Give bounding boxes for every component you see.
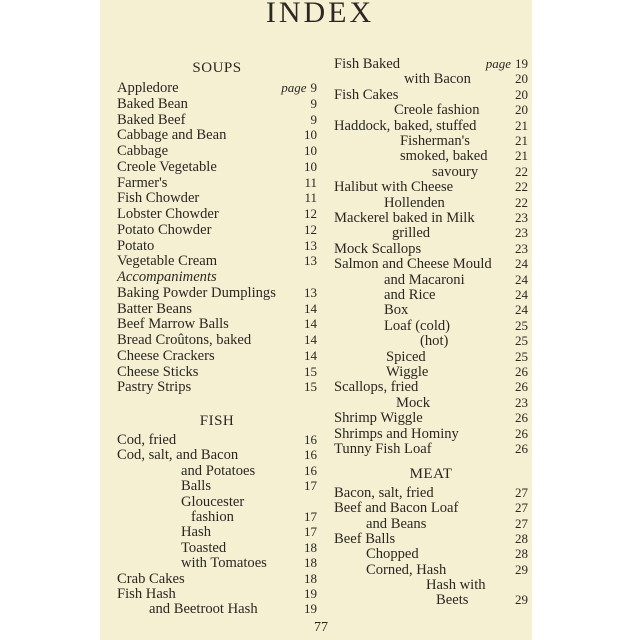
entry-page-ref (304, 540, 317, 556)
entry-page-ref (304, 379, 317, 395)
page-number-value: 22 (515, 179, 528, 195)
page-number-value: 10 (304, 158, 317, 174)
index-entry (334, 395, 528, 411)
entry-page-ref (304, 253, 317, 269)
page-number-value: 16 (304, 447, 317, 463)
entry-page-ref (515, 531, 528, 547)
page-number-value: 22 (515, 194, 528, 210)
page-number-value: 21 (515, 117, 528, 133)
entry-page-ref (515, 562, 528, 578)
entry-page-ref (304, 432, 317, 448)
index-entry (334, 102, 528, 118)
entry-page-ref (515, 516, 528, 532)
index-entry (117, 332, 317, 348)
entry-title: Bread Croûtons, baked (117, 332, 252, 348)
entry-page-ref (515, 379, 528, 395)
entry-title: Appledore (117, 80, 179, 96)
page-number-value: 10 (304, 143, 317, 158)
index-entry (334, 379, 528, 395)
entry-title: Creole Vegetable (117, 158, 217, 175)
page-number-value: 25 (515, 333, 528, 349)
entry-page-ref (515, 87, 528, 103)
entry-page-ref (304, 238, 317, 254)
entry-title: Hash (181, 524, 211, 541)
index-entry (334, 318, 528, 334)
page-number-value: 23 (515, 225, 528, 241)
entry-title: and Potatoes (181, 462, 256, 479)
entry-title: Creole fashion (394, 102, 480, 119)
page-number-value: 11 (304, 174, 317, 190)
index-entry (334, 118, 528, 134)
entry-page-ref (304, 364, 317, 380)
index-entry (334, 133, 528, 149)
page-number-value: 24 (515, 271, 528, 287)
entry-page-ref (304, 316, 317, 332)
page-number-value: 14 (304, 347, 317, 363)
entry-title: Baked Beef (117, 111, 186, 128)
index-entry (117, 478, 317, 494)
index-entry (117, 253, 317, 269)
entry-page-ref (515, 256, 528, 272)
page-number-value: 16 (304, 462, 317, 478)
index-entry (117, 269, 317, 285)
page-label: page (485, 56, 511, 71)
index-entry (117, 601, 317, 617)
page-number-value: 27 (515, 485, 528, 500)
page-number-value: 13 (304, 237, 317, 253)
index-entry (334, 531, 528, 547)
page-number-value: 23 (515, 210, 528, 225)
entry-title: Shrimp Wiggle (334, 410, 423, 427)
entry-title: Fish Baked (334, 56, 401, 72)
entry-page-ref (304, 509, 317, 525)
entry-title: Mock Scallops (334, 240, 422, 257)
index-entry (117, 238, 317, 254)
entry-title: Baked Bean (117, 95, 188, 112)
page-number-value: 12 (304, 221, 317, 237)
entry-page-ref (304, 285, 317, 301)
entry-title: smoked, baked (400, 148, 488, 165)
index-entry (334, 410, 528, 426)
entry-title: Farmer's (117, 174, 168, 191)
entry-page-ref (304, 478, 317, 494)
entry-title: Shrimps and Hominy (334, 425, 459, 442)
index-entry (334, 577, 528, 593)
index-entry (117, 494, 317, 510)
entry-page-ref (304, 555, 317, 571)
page-number-value: 14 (304, 316, 317, 332)
entry-page-ref (304, 222, 317, 238)
entry-title: Bacon, salt, fried (334, 485, 434, 501)
entry-page-ref (515, 441, 528, 457)
entry-title: Mock (396, 394, 431, 411)
entry-title: Balls (181, 478, 211, 495)
page-number-value: 9 (310, 111, 317, 127)
index-entry (117, 555, 317, 571)
page-number-value: 23 (515, 240, 528, 256)
index-entry (334, 210, 528, 226)
page-number-value: 26 (515, 425, 528, 441)
entry-title: Accompaniments (117, 269, 217, 285)
index-entry (334, 148, 528, 164)
entry-page-ref (515, 272, 528, 288)
entry-page-ref (304, 127, 317, 143)
index-entry (334, 179, 528, 195)
section-heading: MEAT (409, 466, 453, 482)
entry-page-ref (515, 302, 528, 318)
entry-page-ref (515, 485, 528, 501)
index-entry (334, 426, 528, 442)
page-number-value: 17 (304, 524, 317, 540)
entry-title: Beef and Bacon Loaf (334, 500, 459, 517)
index-entry (334, 485, 528, 501)
entry-page-ref (515, 546, 528, 562)
page-number-value: 21 (515, 148, 528, 164)
entry-title: Pastry Strips (117, 379, 192, 396)
page-number-value: 14 (304, 332, 317, 347)
entry-page-ref (515, 164, 528, 180)
section-heading: SOUPS (192, 60, 242, 76)
page-label: page (281, 80, 307, 95)
page-number-value: 19 (304, 586, 317, 601)
page-number-value: 29 (515, 592, 528, 608)
page-number-value: 18 (304, 570, 317, 586)
index-entry (117, 80, 317, 96)
entry-page-ref (281, 80, 317, 96)
entry-title: Spiced (386, 348, 426, 365)
index-entry (117, 159, 317, 175)
entry-title: Corned, Hash (366, 561, 447, 578)
page-number-value: 14 (304, 300, 317, 316)
entry-title: Chopped (366, 546, 419, 563)
entry-title: Cod, fried (117, 432, 177, 448)
entry-page-ref (515, 225, 528, 241)
entry-title: Tunny Fish Loaf (334, 441, 432, 457)
entry-title: fashion (191, 509, 234, 525)
index-entry (117, 463, 317, 479)
index-entry (117, 175, 317, 191)
index-entry (334, 71, 528, 87)
page-number-value: 12 (304, 206, 317, 221)
index-entry (334, 56, 528, 72)
index-entry (334, 364, 528, 380)
index-entry (334, 195, 528, 211)
entry-page-ref (515, 318, 528, 334)
entry-title: and Macaroni (384, 271, 465, 288)
index-entry (334, 562, 528, 578)
entry-title: Box (384, 302, 409, 319)
index-entry (117, 316, 317, 332)
entry-title: Haddock, baked, stuffed (334, 117, 477, 134)
index-entry (117, 112, 317, 128)
page-number-value: 18 (304, 555, 317, 571)
page-number-value: 26 (515, 441, 528, 456)
page-number-value: 26 (515, 364, 528, 379)
page-number-value: 17 (304, 478, 317, 494)
entry-title: with Tomatoes (181, 555, 267, 572)
page-number: 77 (314, 620, 328, 635)
page-number-value: 24 (515, 256, 528, 272)
index-entry (334, 87, 528, 103)
index-entry (117, 301, 317, 317)
section-heading: FISH (199, 413, 235, 429)
page-number-value: 9 (310, 95, 317, 111)
entry-page-ref (515, 592, 528, 608)
entry-title: with Bacon (404, 71, 471, 88)
entry-title: Beef Balls (334, 530, 396, 547)
entry-title: Lobster Chowder (117, 206, 219, 222)
index-entry (117, 364, 317, 380)
entry-title: Fish Chowder (117, 190, 200, 207)
index-entry (117, 571, 317, 587)
entry-page-ref (304, 586, 317, 602)
entry-title: Vegetable Cream (117, 253, 218, 270)
index-entry (334, 546, 528, 562)
entry-title: Potato Chowder (117, 221, 212, 238)
index-entry (334, 302, 528, 318)
index-entry (334, 349, 528, 365)
entry-page-ref (515, 364, 528, 380)
entry-page-ref (304, 143, 317, 159)
entry-page-ref (304, 190, 317, 206)
entry-page-ref (515, 102, 528, 118)
index-entry (117, 586, 317, 602)
entry-page-ref (304, 447, 317, 463)
index-entry (334, 241, 528, 257)
entry-page-ref (304, 206, 317, 222)
entry-page-ref (304, 463, 317, 479)
page-number-value: 24 (515, 302, 528, 318)
entry-title: Wiggle (386, 364, 429, 380)
entry-page-ref (515, 287, 528, 303)
page-number-value: 15 (304, 379, 317, 395)
entry-title: and Beans (366, 515, 427, 532)
page-number-value: 22 (515, 163, 528, 179)
page-number-value: 26 (515, 379, 528, 395)
page-number-value: 20 (515, 71, 528, 87)
index-entry (334, 272, 528, 288)
index-entry (117, 348, 317, 364)
entry-title: Cod, salt, and Bacon (117, 447, 239, 464)
index-entry (117, 432, 317, 448)
entry-title: Gloucester (181, 493, 245, 510)
page-number-value: 17 (304, 509, 317, 524)
page-number-value: 13 (304, 253, 317, 269)
entry-title: Hash with (426, 576, 486, 593)
entry-title: Potato (117, 237, 155, 254)
index-entry (334, 256, 528, 272)
page-number-value: 10 (304, 127, 317, 143)
entry-page-ref (311, 96, 318, 112)
entry-page-ref (304, 601, 317, 617)
index-entry (334, 500, 528, 516)
index-entry (117, 379, 317, 395)
entry-title: Mackerel baked in Milk (334, 210, 475, 226)
entry-page-ref (486, 56, 528, 72)
page-number-value: 26 (515, 410, 528, 426)
entry-page-ref (515, 210, 528, 226)
index-entry (334, 225, 528, 241)
page-number-value: 21 (515, 133, 528, 148)
entry-page-ref (515, 410, 528, 426)
entry-title: Toasted (181, 539, 227, 556)
entry-page-ref (515, 195, 528, 211)
entry-title: Fish Hash (117, 586, 176, 602)
entry-title: Baking Powder Dumplings (117, 284, 276, 301)
page-number-value: 28 (515, 530, 528, 546)
entry-page-ref (515, 148, 528, 164)
index-entry (334, 516, 528, 532)
entry-title: Fisherman's (400, 133, 470, 149)
page-number-value: 15 (304, 363, 317, 379)
index-entry (117, 190, 317, 206)
page-number-value: 20 (515, 86, 528, 102)
entry-page-ref (515, 241, 528, 257)
index-entry (117, 524, 317, 540)
entry-title: Cheese Crackers (117, 347, 215, 364)
index-entry (117, 206, 317, 222)
page-number-value: 9 (310, 80, 317, 95)
page-number-value: 18 (304, 539, 317, 555)
index-entry (334, 164, 528, 180)
page-number-value: 13 (304, 284, 317, 300)
entry-page-ref (304, 175, 317, 191)
entry-page-ref (304, 332, 317, 348)
index-entry (334, 441, 528, 457)
index-entry (334, 592, 528, 608)
entry-title: Cabbage (117, 143, 169, 159)
entry-page-ref (515, 500, 528, 516)
entry-title: Cabbage and Bean (117, 127, 227, 144)
index-entry (117, 222, 317, 238)
index-entry (334, 333, 528, 349)
page-number-value: 25 (515, 348, 528, 364)
entry-page-ref (304, 348, 317, 364)
page-number-value: 28 (515, 546, 528, 562)
index-entry (117, 540, 317, 556)
entry-page-ref (304, 524, 317, 540)
entry-page-ref (515, 426, 528, 442)
entry-page-ref (515, 71, 528, 87)
page-number-value: 27 (515, 515, 528, 531)
index-entry (117, 143, 317, 159)
entry-title: Halibut with Cheese (334, 179, 454, 196)
page-number-value: 20 (515, 102, 528, 118)
entry-title: (hot) (420, 333, 449, 350)
index-entry (117, 127, 317, 143)
entry-page-ref (515, 333, 528, 349)
entry-title: Salmon and Cheese Mould (334, 256, 492, 273)
page-title: INDEX (265, 0, 375, 29)
entry-title: Crab Cakes (117, 570, 185, 587)
index-entry (117, 509, 317, 525)
index-entry (117, 96, 317, 112)
entry-title: Cheese Sticks (117, 363, 199, 380)
page-number-value: 23 (515, 394, 528, 410)
entry-title: Batter Beans (117, 300, 192, 317)
page-number-value: 19 (304, 601, 317, 617)
entry-page-ref (515, 118, 528, 134)
page-number-value: 16 (304, 432, 317, 447)
entry-page-ref (304, 159, 317, 175)
page-number-value: 19 (515, 56, 528, 71)
page-number-value: 24 (515, 287, 528, 302)
entry-title: and Rice (384, 287, 436, 303)
entry-page-ref (515, 179, 528, 195)
entry-title: Beets (436, 592, 469, 609)
entry-page-ref (515, 395, 528, 411)
entry-page-ref (515, 133, 528, 149)
entry-title: and Beetroot Hash (149, 601, 258, 618)
page-number-value: 25 (515, 317, 528, 333)
entry-page-ref (304, 571, 317, 587)
entry-title: savoury (432, 163, 479, 180)
entry-title: grilled (392, 225, 431, 242)
index-entry (334, 287, 528, 303)
entry-title: Beef Marrow Balls (117, 316, 229, 333)
entry-page-ref (515, 349, 528, 365)
entry-title: Hollenden (384, 194, 445, 211)
page-number-value: 27 (515, 500, 528, 516)
index-entry (117, 285, 317, 301)
entry-page-ref (311, 112, 318, 128)
page-number-value: 29 (515, 561, 528, 577)
entry-title: Loaf (cold) (384, 317, 451, 334)
entry-title: Scallops, fried (334, 379, 419, 396)
entry-title: Fish Cakes (334, 86, 399, 103)
page-number-value: 11 (304, 190, 317, 206)
entry-page-ref (304, 301, 317, 317)
index-entry (117, 447, 317, 463)
